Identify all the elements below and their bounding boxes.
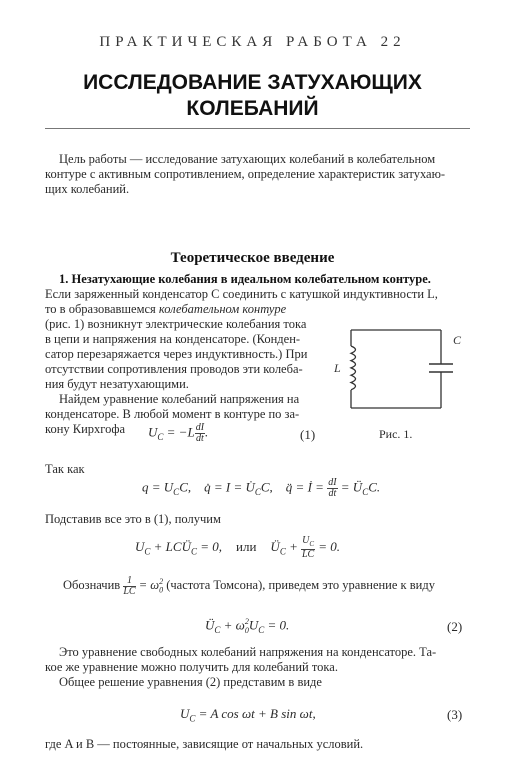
eq-sub-den: LC [301, 549, 315, 560]
figure-caption: Рис. 1. [379, 427, 413, 441]
eq-q-a-sub: C [173, 487, 180, 498]
section-title: Теоретическое введение [170, 250, 335, 266]
inductor-coil [351, 346, 356, 390]
text-podstaviv: Подставив все это в (1), получим [45, 512, 221, 526]
eq-q-den: dt [328, 488, 337, 499]
eq1-dot: . [205, 424, 209, 440]
eq-q-c: C, q̈ = İ = [260, 479, 328, 495]
eq-q-a: q = U [142, 479, 174, 495]
oboznachiv-eq: = ω [135, 578, 160, 593]
eq-sub-ili: или [236, 538, 257, 554]
oboznachiv-omega [135, 577, 164, 595]
para1-line-10: кону Кирхгофа [45, 422, 125, 436]
para1-line-1: Если заряженный конденсатор C соединить с катушкой индуктивности L, [45, 287, 438, 301]
eq1-fraction [195, 423, 205, 444]
oscillating-circuit-term: колебательном контуре [158, 302, 287, 316]
eq-sub-b-sub: C [190, 546, 197, 557]
eq-q-fraction [327, 478, 337, 499]
page-title [0, 70, 505, 122]
para1-line-7: ния будут незатухающими. [45, 377, 189, 391]
eq3-a: U [180, 706, 190, 721]
eq-sub-fraction [301, 536, 315, 560]
oboznachiv-sub: 0 [159, 585, 164, 595]
eq3-b: = A cos ωt + B sin ωt, [195, 706, 316, 721]
eq2-c-sub: C [258, 624, 265, 635]
eq-sub-num-text: U [302, 535, 310, 546]
eq1-lhs: U [148, 424, 158, 440]
title-divider [45, 128, 470, 129]
eq2-a-sub: C [214, 624, 221, 635]
lc-circuit-figure [325, 318, 475, 418]
para1-line-5: сатор перезаряжается через индуктивность.) При [45, 347, 308, 361]
svobod-line-3: Общее решение уравнения (2) представим в виде [59, 675, 322, 689]
eq-sub-a: U [135, 538, 145, 554]
eq1-den: dt [195, 433, 204, 444]
para1-heading: 1. Незатухающие колебания в идеальном колебательном контуре. [59, 272, 431, 286]
equation-substituted [135, 536, 340, 560]
para1-top [45, 272, 470, 317]
equation-1-number: (1) [300, 427, 316, 442]
eq2-b: + ω [220, 617, 245, 633]
goal-line-2: контуре с активным сопротивлением, определение характеристик затухаю- [45, 167, 446, 181]
eq-sub-num [301, 536, 315, 550]
equation-3 [180, 706, 316, 724]
eq-sub-d-sub: C [279, 546, 286, 557]
eq-sub-c: = 0, [196, 538, 223, 554]
para1-line-8: Найдем уравнение колебаний напряжения на [59, 392, 300, 406]
eq-sub-f: = 0. [315, 538, 341, 554]
eq1-mid: = −L [163, 424, 195, 440]
para1-line-4: в цепи и напряжения на конденсаторе. (Конден- [45, 332, 301, 346]
text-oboznachiv [63, 574, 435, 598]
para1-line-6: отсутствии сопротивления проводов эти колеба- [45, 362, 303, 376]
eq-q-e: C. [368, 479, 381, 495]
para1-line-2a: то в образовавшемся [45, 302, 159, 316]
eq2-a: Ü [205, 617, 215, 633]
oboznachiv-pre: Обозначив [63, 578, 121, 593]
equation-2 [205, 617, 289, 635]
equation-1 [148, 423, 208, 444]
eq-q-b: C, q̇ = I = U̇ [179, 479, 255, 495]
eq-q-num: dI [328, 477, 337, 488]
para1-line-9: конденсаторе. В любой момент в контуре по за- [45, 407, 300, 421]
oboznachiv-post: (частота Томсона), приведем это уравнение к виду [163, 578, 435, 593]
para1-line-3: (рис. 1) возникнут электрические колебания тока [45, 317, 307, 331]
capacitor-label: C [453, 333, 462, 347]
goal-line-1: Цель работы — исследование затухающих колебаний в колебательном [59, 152, 436, 166]
text-gde: где A и B — постоянные, зависящие от начальных условий. [45, 737, 364, 751]
svobod-line-2: кое же уравнение можно получить для колебаний тока. [45, 660, 338, 674]
equation-3-number: (3) [447, 707, 463, 722]
eq-sub-e: + [285, 538, 302, 554]
eq2-b-sub: 0 [244, 625, 249, 635]
oboznachiv-num: 1 [123, 576, 135, 587]
goal-line-3: щих колебаний. [45, 182, 130, 196]
title-line-1: ИССЛЕДОВАНИЕ ЗАТУХАЮЩИХ [83, 71, 422, 94]
eq1-sub: C [157, 432, 164, 443]
eq-q-b-sub: C [254, 487, 261, 498]
eq3-a-sub: C [189, 713, 196, 724]
eq-sub-b: + LCÜ [150, 538, 191, 554]
oboznachiv-den: LC [123, 585, 136, 597]
circuit-wires [351, 330, 441, 408]
equation-2-number: (2) [447, 619, 463, 634]
eq-sub-num-sub: C [309, 540, 315, 548]
eq-sub-d: Ü [270, 538, 280, 554]
inductor-label: L [334, 361, 341, 375]
eq2-c: U [248, 617, 259, 633]
eq-sub-a-sub: C [144, 546, 151, 557]
text-tak-kak: Так как [45, 462, 85, 476]
running-header: ПРАКТИЧЕСКАЯ РАБОТА 22 [99, 34, 406, 50]
equation-q-line [142, 478, 380, 499]
eq2-d: = 0. [264, 617, 290, 633]
text-svobod [45, 645, 470, 690]
title-line-2: КОЛЕБАНИЙ [186, 97, 319, 120]
eq-q-d-sub: C [362, 487, 369, 498]
svobod-line-1: Это уравнение свободных колебаний напряжения на конденсаторе. Та- [59, 645, 437, 659]
para1-line-2 [45, 302, 470, 317]
eq2-b-sup: 2 [244, 617, 249, 626]
eq-q-d: = Ü [337, 479, 363, 495]
eq1-num: dI [195, 422, 205, 433]
oboznachiv-sup: 2 [159, 577, 164, 586]
oboznachiv-fraction [123, 576, 135, 597]
goal-paragraph [45, 152, 470, 197]
